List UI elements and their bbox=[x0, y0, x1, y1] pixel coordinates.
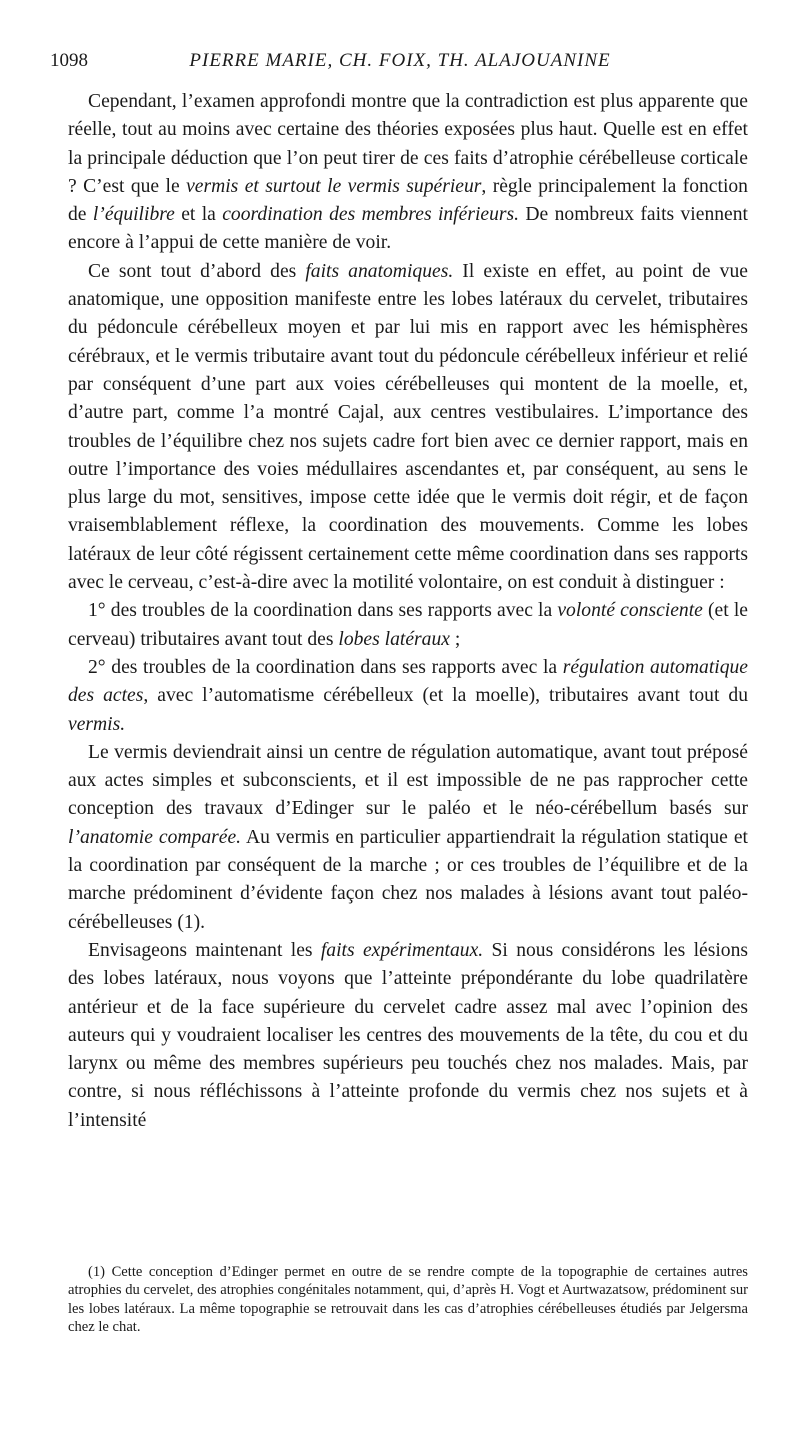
emphasis: régulation automatique des actes bbox=[68, 656, 748, 707]
text-span: et la bbox=[174, 204, 223, 226]
emphasis: coordination des membres inférieurs. bbox=[222, 204, 520, 226]
paragraph-2 bbox=[68, 258, 748, 598]
text-span: ; bbox=[449, 628, 461, 650]
emphasis: lobes latéraux bbox=[338, 628, 450, 650]
page-number: 1098 bbox=[50, 50, 88, 71]
text-span: De nombreux faits viennent encore à l’appui de cette manière de voir. bbox=[68, 204, 748, 254]
text-span: Ce sont tout d’abord des bbox=[88, 260, 306, 282]
text-span: Au vermis en particulier appartiendrait la régulation statique et la coordination par conséquent de la marche ; or ces troubles de l’équilibre et de la marche prédominent d’évidente façon chez nos malades à lésions avant tout paléo-cérébelleuses (1). bbox=[68, 826, 748, 933]
paragraph-6 bbox=[68, 937, 748, 1135]
emphasis: l’anatomie comparée. bbox=[68, 826, 242, 848]
emphasis: vermis et surtout le vermis supérieur bbox=[186, 175, 482, 197]
emphasis: faits anatomiques. bbox=[305, 260, 454, 282]
paragraph-5 bbox=[68, 739, 748, 937]
running-head: PIERRE MARIE, CH. FOIX, TH. ALAJOUANINE bbox=[189, 50, 611, 71]
text-span: Il existe en effet, au point de vue anatomique, une opposition manifeste entre les lobes latéraux du cervelet, tributaires du pédoncule cérébelleux moyen et par lui mis en rapport avec les hémisphères cérébraux, et le vermis tributaire avant tout du pédoncule cérébelleux inférieur et relié par conséquent d’une part aux voies cérébelleuses qui montent de la moelle, et, d’autre part, comme l’a montré Cajal, aux centres vestibulaires. L’importance des troubles de l’équilibre chez nos sujets cadre fort bien avec ce dernier rapport, mais en outre l’importance des voies médullaires ascendantes et, par conséquent, au sens le plus large du mot, sensitives, impose cette idée que le vermis doit régir, et de façon vraisemblablement réflexe, la coordination des mouvements. Comme les lobes latéraux de leur côté régissent certainement cette même coordination dans ses rapports avec le cerveau, c’est-à-dire avec la motilité volontaire, on est conduit à distinguer : bbox=[68, 260, 748, 594]
paragraph-4 bbox=[68, 654, 748, 739]
text-span: Cependant, l’examen approfondi montre que la contradiction est plus apparente que réelle, tout au moins avec certaine des théories exposées plus haut. Quelle est en effet la principale déduction que l’on peut tirer de ces faits d’atrophie cérébelleuse corticale ? C’est que le bbox=[68, 91, 748, 197]
text-span: 1° des troubles de la coordination dans ses rapports avec la bbox=[88, 600, 558, 622]
text-span: Si nous considérons les lésions des lobes latéraux, nous voyons que l’atteinte prépondérante du lobe quadrilatère antérieur et de la face supérieure du cervelet cadre assez mal avec l’opinion des auteurs qui y voudraient localiser les centres des mouvements de la tête, du cou et du larynx ou même des membres supérieurs peu touchés chez nos malades. Mais, par contre, si nous réfléchissons à l’atteinte profonde du vermis chez nos sujets et à l’intensité bbox=[68, 939, 748, 1131]
footnote bbox=[68, 1263, 748, 1337]
emphasis: volonté consciente bbox=[557, 600, 703, 622]
text-span: Le vermis deviendrait ainsi un centre de régulation automatique, avant tout préposé aux actes simples et subconscients, et il est impossible de ne pas rapprocher cette conception des travaux d’Edinger sur le paléo et le néo-cérébellum basés sur bbox=[68, 741, 748, 820]
text-span: , avec l’automatisme cérébelleux (et la moelle), tributaires avant tout du bbox=[143, 685, 748, 707]
emphasis: faits expérimentaux. bbox=[320, 939, 484, 961]
main-text bbox=[68, 88, 748, 1135]
paragraph-1 bbox=[68, 88, 748, 258]
text-span: , règle principalement la fonction de bbox=[68, 175, 748, 226]
page-header bbox=[50, 50, 750, 74]
emphasis: vermis. bbox=[68, 713, 126, 735]
text-span: Envisageons maintenant les bbox=[88, 939, 321, 961]
footnote-text: (1) Cette conception d’Edinger permet en outre de se rendre compte de la topographie de certaines autres atrophies du cervelet, des atrophies congénitales notamment, qui, d’après H. Vogt et Aurtwazatsow, prédominent sur les lobes latéraux. La même topographie se retrouvait dans les cas d’atrophies cérébelleuses étudiés par Jelgersma chez le chat. bbox=[68, 1264, 748, 1336]
text-span: (et le cerveau) tributaires avant tout des bbox=[68, 600, 748, 650]
text-span: 2° des troubles de la coordination dans ses rapports avec la bbox=[88, 656, 563, 678]
emphasis: l’équilibre bbox=[92, 204, 175, 226]
paragraph-3 bbox=[68, 597, 748, 654]
